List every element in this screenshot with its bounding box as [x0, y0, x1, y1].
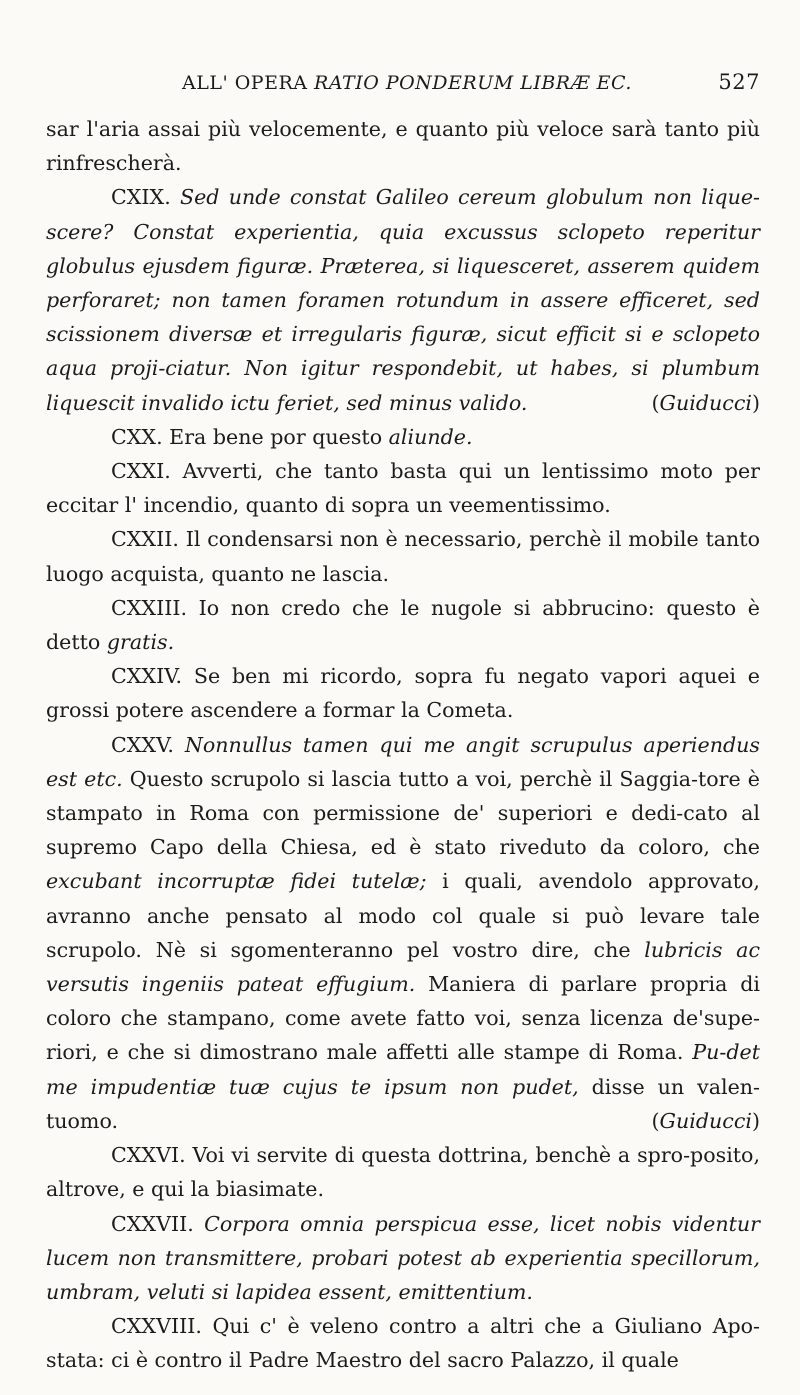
text-segment: CXXV.	[111, 732, 185, 757]
paragraph	[46, 1309, 760, 1377]
text-segment: CXXII. Il condensarsi non è necessario, perchè il mobile tanto luogo acquista, quanto ne lascia.	[46, 527, 760, 586]
page-number: 527	[718, 70, 760, 94]
italic-text: Nonnullus tamen qui me angit scrupulus aperiendus est etc.	[46, 732, 760, 791]
text-segment: CXIX.	[111, 185, 181, 210]
text-segment: CXXVI. Voi vi servite di questa dottrina, benchè a spro-posito, altrove, e qui la biasimate.	[46, 1143, 760, 1202]
text-segment: Questo scrupolo si lascia tutto a voi, perchè il Saggia-tore è stampato in Roma con permissione de' superiori e dedi-cato al supremo Capo della Chiesa, ed è stato riveduto da coloro, che	[46, 766, 760, 860]
paragraph	[46, 1138, 760, 1206]
text-segment: CXXIII. Io non credo che le nugole si abbrucino: questo è detto	[46, 595, 760, 655]
running-head-title	[182, 72, 632, 94]
text-segment: CXX. Era bene por questo	[111, 424, 389, 449]
paragraph	[46, 522, 760, 590]
italic-text: aliunde.	[388, 424, 473, 449]
text-segment: i quali, avendolo approvato, avranno anche pensato al modo col quale si può levare tale scrupolo. Nè si sgomenteranno pel vostro dire, che	[46, 869, 760, 962]
running-head-prefix: ALL' OPERA	[182, 72, 308, 94]
italic-text: excubant incorruptæ fidei tutelæ;	[46, 869, 427, 894]
attribution-name: Guiducci	[659, 1108, 752, 1133]
attribution: (Guiducci)	[651, 1108, 760, 1133]
body-text	[46, 112, 760, 1378]
text-segment: CXXI. Avverti, che tanto basta qui un lentissimo moto per eccitar l' incendio, quanto di sopra un veementissimo.	[46, 459, 760, 518]
italic-text: Pu-det me impudentiæ tuæ cujus te ipsum non pudet,	[46, 1040, 760, 1099]
text-segment: Maniera di parlare propria di coloro che stampano, come avete fatto voi, senza licenza de'supe-riori, e che si dimostrano male affetti alle stampe di Roma.	[46, 972, 760, 1065]
paragraph	[46, 1207, 760, 1310]
paragraph	[46, 420, 760, 454]
paragraph	[46, 728, 760, 1138]
paragraph	[46, 454, 760, 522]
attribution: (Guiducci)	[651, 390, 760, 415]
italic-text: gratis.	[106, 630, 175, 655]
paragraph	[46, 112, 760, 180]
text-segment: CXXVII.	[111, 1211, 205, 1236]
italic-text: Corpora omnia perspicua esse, licet nobis videntur lucem non transmittere, probari potest ab experientia specillorum, umbram, veluti si lapidea essent, emittentium.	[46, 1211, 760, 1304]
italic-text: lubricis ac versutis ingeniis pateat effugium.	[46, 937, 760, 997]
paragraph	[46, 659, 760, 727]
text-segment: sar l'aria assai più velocemente, e quanto più veloce sarà tanto più rinfrescherà.	[46, 117, 760, 176]
italic-text: Sed unde constat Galileo cereum globulum non lique-scere? Constat experientia, quia excussus sclopeto reperitur globulus ejusdem figuræ. Præterea, si liquesceret, asserem quidem perforaret; non tamen foramen rotundum in assere efficeret, sed scissionem diversæ et irregularis figuræ, sicut efficit si e sclopeto aqua proji-ciatur. Non igitur respondebit, ut habes, si plumbum liquescit invalido ictu feriet, sed minus valido.	[46, 185, 760, 415]
text-segment: disse un valen-tuomo.	[46, 1074, 760, 1133]
text-segment: CXXVIII. Qui c' è veleno contro a altri che a Giuliano Apo-stata: ci è contro il Padre Maestro del sacro Palazzo, il quale	[46, 1314, 760, 1373]
attribution-name: Guiducci	[659, 390, 752, 415]
paragraph	[46, 591, 760, 659]
running-head-work-title: RATIO PONDERUM LIBRÆ EC.	[314, 72, 632, 94]
text-segment: CXXIV. Se ben mi ricordo, sopra fu negato vapori aquei e grossi potere ascendere a formar la Cometa.	[46, 664, 760, 723]
paragraph	[46, 180, 760, 419]
